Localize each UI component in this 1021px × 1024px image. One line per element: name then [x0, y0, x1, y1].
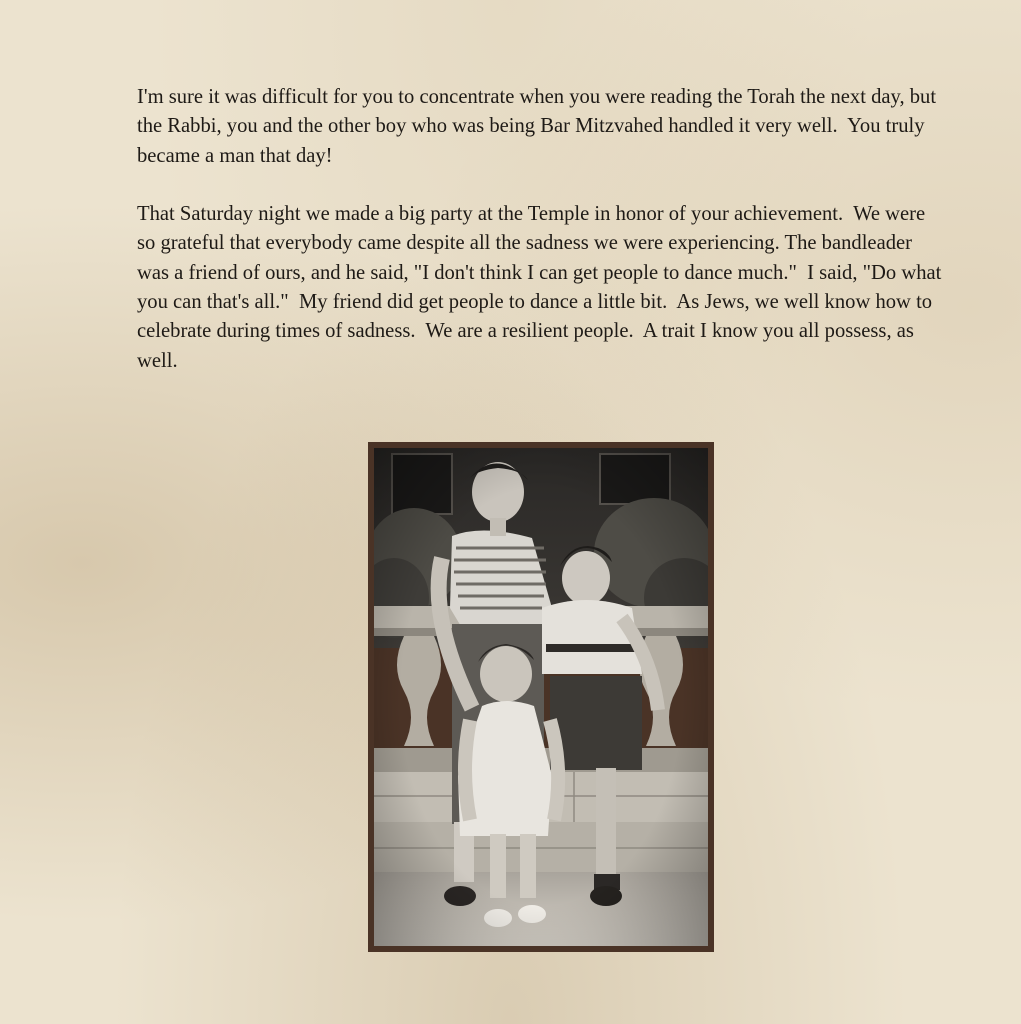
family-photo — [374, 448, 708, 946]
photo-frame — [368, 442, 714, 952]
story-text — [137, 83, 947, 405]
paragraph-party: That Saturday night we made a big party at the Temple in honor of your achievement. We were so grateful that everybody came despite all the sadness we were experiencing. The bandleader was a friend of ours, and he said, "I don't think I can get people to dance much." I said, "Do what you can that's all." My friend did get people to dance a little bit. As Jews, we well know how to celebrate during times of sadness. We are a resilient people. A trait I know you all possess, as well. — [137, 203, 947, 372]
paragraph-bar-mitzvah: I'm sure it was difficult for you to concentrate when you were reading the Torah the next day, but the Rabbi, you and the other boy who was being Bar Mitzvahed handled it very well. You truly became a man that day! — [137, 86, 942, 167]
